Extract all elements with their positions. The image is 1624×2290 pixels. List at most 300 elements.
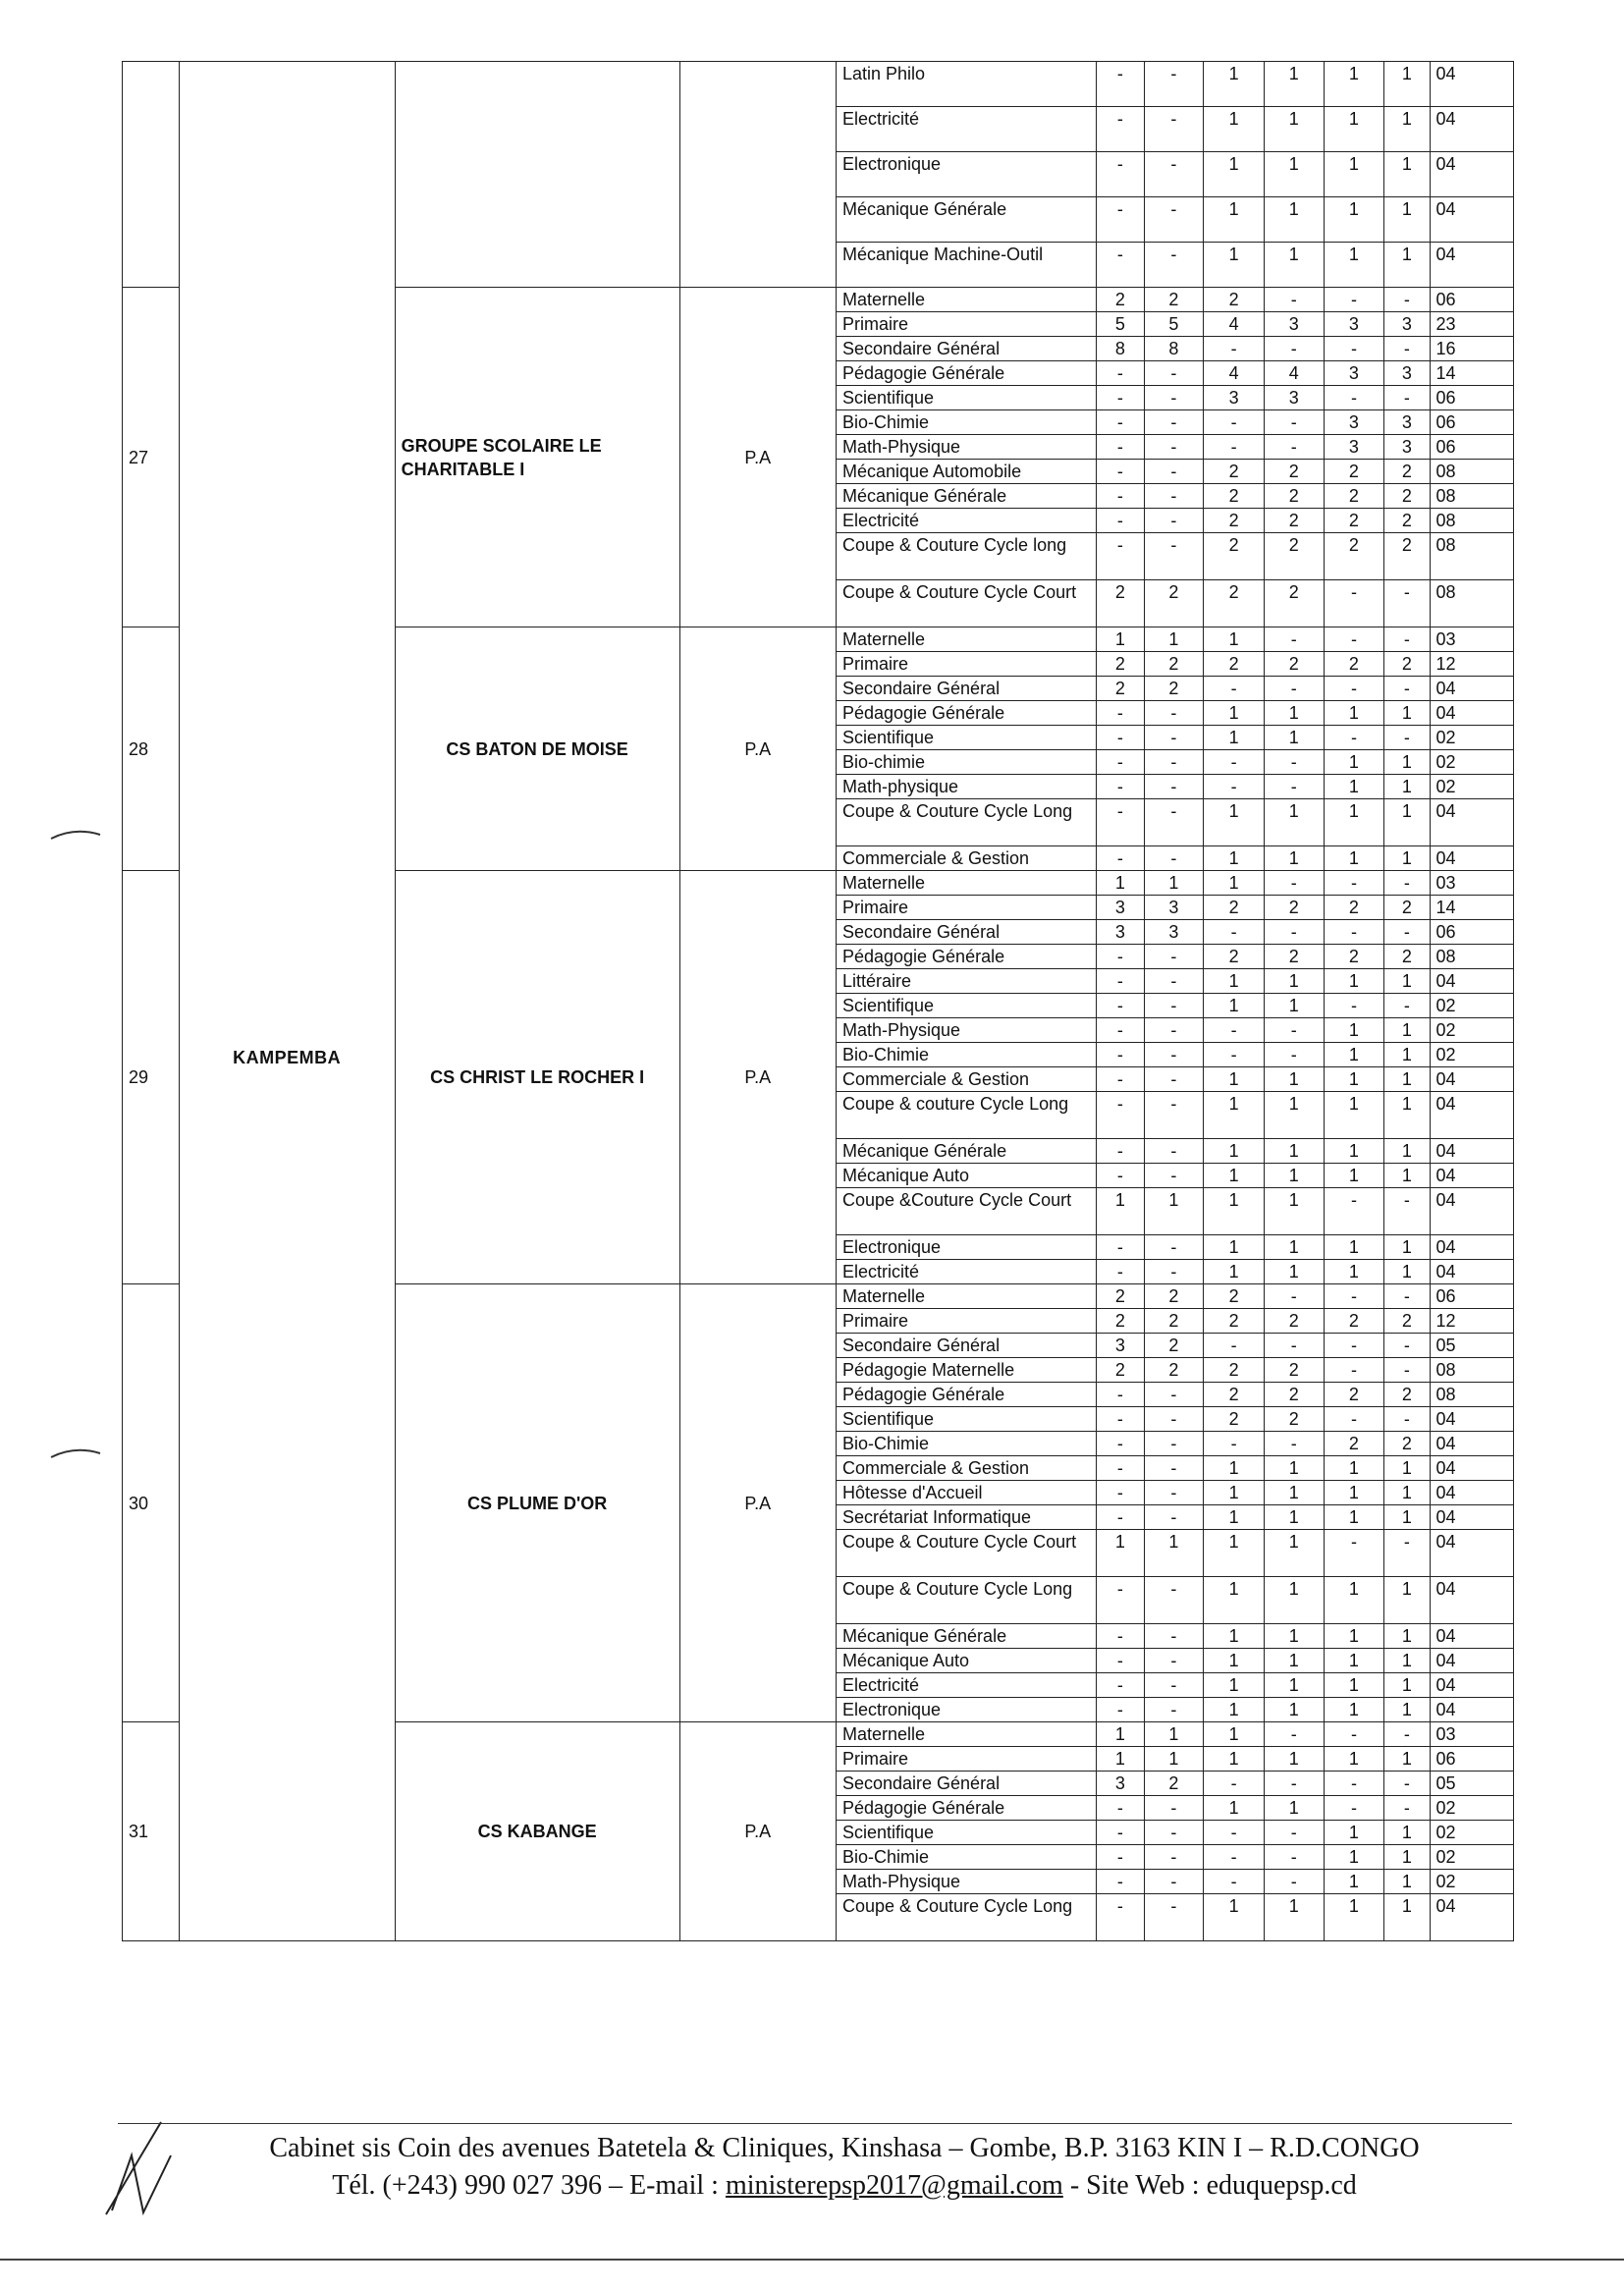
class-count-cell: -	[1384, 871, 1430, 896]
section-name: Math-Physique	[836, 1870, 1096, 1894]
total-cell: 08	[1430, 484, 1513, 509]
class-count-cell: 1	[1384, 1649, 1430, 1673]
class-count-cell: 1	[1384, 1505, 1430, 1530]
section-name: Commerciale & Gestion	[836, 1456, 1096, 1481]
total-cell: 04	[1430, 701, 1513, 726]
class-count-cell: -	[1097, 969, 1144, 994]
class-count-cell: -	[1097, 1383, 1144, 1407]
class-count-cell: 3	[1097, 896, 1144, 920]
class-count-cell: 2	[1097, 1284, 1144, 1309]
class-count-cell: -	[1144, 1870, 1204, 1894]
class-count-cell: -	[1264, 1821, 1324, 1845]
class-count-cell: 2	[1384, 484, 1430, 509]
class-count-cell: 1	[1204, 1235, 1265, 1260]
class-count-cell: 1	[1204, 62, 1265, 107]
class-count-cell: -	[1097, 1505, 1144, 1530]
section-name: Mécanique Automobile	[836, 460, 1096, 484]
section-name: Mécanique Générale	[836, 484, 1096, 509]
class-count-cell: 1	[1264, 62, 1324, 107]
class-count-cell: -	[1144, 1018, 1204, 1043]
class-count-cell: -	[1097, 1796, 1144, 1821]
class-count-cell: 2	[1324, 460, 1384, 484]
class-count-cell: 1	[1204, 969, 1265, 994]
class-count-cell: -	[1204, 1043, 1265, 1067]
total-cell: 03	[1430, 627, 1513, 652]
class-count-cell: -	[1204, 1821, 1265, 1845]
school-status: P.A	[679, 288, 836, 627]
class-count-cell: -	[1144, 1845, 1204, 1870]
class-count-cell: 1	[1324, 1577, 1384, 1624]
section-name: Hôtesse d'Accueil	[836, 1481, 1096, 1505]
school-name: CS BATON DE MOISE	[395, 627, 679, 871]
section-name: Coupe & Couture Cycle Long	[836, 1577, 1096, 1624]
class-count-cell: -	[1264, 1870, 1324, 1894]
class-count-cell: -	[1097, 435, 1144, 460]
class-count-cell: -	[1264, 871, 1324, 896]
class-count-cell: 2	[1264, 1407, 1324, 1432]
class-count-cell: -	[1204, 775, 1265, 799]
class-count-cell: 1	[1204, 701, 1265, 726]
section-name: Pédagogie Générale	[836, 1796, 1096, 1821]
class-count-cell: -	[1097, 1092, 1144, 1139]
class-count-cell: -	[1097, 386, 1144, 410]
class-count-cell: 1	[1204, 1698, 1265, 1722]
total-cell: 04	[1430, 152, 1513, 197]
section-name: Bio-chimie	[836, 750, 1096, 775]
section-name: Pédagogie Générale	[836, 1383, 1096, 1407]
class-count-cell: -	[1097, 509, 1144, 533]
class-count-cell: 1	[1264, 1188, 1324, 1235]
class-count-cell: 1	[1264, 107, 1324, 152]
class-count-cell: 1	[1264, 1260, 1324, 1284]
total-cell: 08	[1430, 1383, 1513, 1407]
class-count-cell: -	[1144, 386, 1204, 410]
class-count-cell: 2	[1324, 945, 1384, 969]
section-name: Pédagogie Générale	[836, 701, 1096, 726]
class-count-cell: -	[1097, 1043, 1144, 1067]
class-count-cell: -	[1144, 945, 1204, 969]
class-count-cell: -	[1264, 435, 1324, 460]
class-count-cell: -	[1097, 1432, 1144, 1456]
class-count-cell: 1	[1384, 1139, 1430, 1164]
class-count-cell: -	[1144, 197, 1204, 243]
class-count-cell: 2	[1097, 677, 1144, 701]
class-count-cell: -	[1144, 152, 1204, 197]
total-cell: 02	[1430, 994, 1513, 1018]
total-cell: 04	[1430, 1260, 1513, 1284]
total-cell: 04	[1430, 1505, 1513, 1530]
class-count-cell: -	[1324, 920, 1384, 945]
class-count-cell: 2	[1384, 1309, 1430, 1334]
class-count-cell: -	[1097, 410, 1144, 435]
class-count-cell: 1	[1097, 871, 1144, 896]
class-count-cell: -	[1144, 435, 1204, 460]
class-count-cell: 1	[1097, 627, 1144, 652]
class-count-cell: 1	[1384, 1747, 1430, 1772]
section-name: Secondaire Général	[836, 920, 1096, 945]
class-count-cell: -	[1264, 750, 1324, 775]
section-name: Pédagogie Générale	[836, 361, 1096, 386]
class-count-cell: 2	[1384, 533, 1430, 580]
class-count-cell: -	[1324, 677, 1384, 701]
section-name: Pédagogie Générale	[836, 945, 1096, 969]
class-count-cell: -	[1264, 1432, 1324, 1456]
class-count-cell: -	[1324, 1722, 1384, 1747]
class-count-cell: 1	[1384, 1164, 1430, 1188]
class-count-cell: -	[1144, 701, 1204, 726]
class-count-cell: -	[1384, 1334, 1430, 1358]
total-cell: 02	[1430, 1018, 1513, 1043]
class-count-cell: -	[1144, 1649, 1204, 1673]
class-count-cell: 2	[1144, 288, 1204, 312]
footer-phone: Tél. (+243) 990 027 396 – E-mail :	[332, 2170, 726, 2201]
total-cell: 04	[1430, 107, 1513, 152]
class-count-cell: -	[1204, 1432, 1265, 1456]
class-count-cell: 2	[1384, 652, 1430, 677]
total-cell: 04	[1430, 1432, 1513, 1456]
margin-tick-mark	[49, 825, 108, 845]
class-count-cell: 2	[1264, 460, 1324, 484]
class-count-cell: -	[1324, 994, 1384, 1018]
class-count-cell: 1	[1204, 1577, 1265, 1624]
class-count-cell: -	[1097, 1164, 1144, 1188]
class-count-cell: 2	[1264, 1358, 1324, 1383]
class-count-cell: 3	[1384, 312, 1430, 337]
class-count-cell: 1	[1264, 726, 1324, 750]
class-count-cell: -	[1097, 243, 1144, 288]
school-status: P.A	[679, 1284, 836, 1722]
class-count-cell: -	[1384, 1358, 1430, 1383]
class-count-cell: 4	[1204, 361, 1265, 386]
class-count-cell: 1	[1324, 1845, 1384, 1870]
class-count-cell: -	[1097, 1821, 1144, 1845]
schools-table	[122, 61, 1514, 1941]
class-count-cell: 2	[1384, 896, 1430, 920]
total-cell: 04	[1430, 846, 1513, 871]
class-count-cell: 1	[1264, 799, 1324, 846]
class-count-cell: -	[1144, 460, 1204, 484]
class-count-cell: 1	[1324, 1018, 1384, 1043]
class-count-cell: -	[1097, 484, 1144, 509]
class-count-cell: 1	[1324, 152, 1384, 197]
total-cell: 04	[1430, 1649, 1513, 1673]
class-count-cell: 1	[1204, 726, 1265, 750]
section-name: Maternelle	[836, 627, 1096, 652]
class-count-cell: 3	[1097, 1334, 1144, 1358]
class-count-cell: 2	[1384, 945, 1430, 969]
total-cell: 02	[1430, 1870, 1513, 1894]
class-count-cell: 1	[1384, 152, 1430, 197]
bottom-rule	[0, 2259, 1624, 2261]
class-count-cell: -	[1384, 580, 1430, 627]
class-count-cell: -	[1384, 994, 1430, 1018]
school-number: 29	[123, 871, 180, 1284]
total-cell: 04	[1430, 969, 1513, 994]
section-name: Primaire	[836, 312, 1096, 337]
class-count-cell: -	[1324, 871, 1384, 896]
class-count-cell: -	[1144, 1456, 1204, 1481]
class-count-cell: 1	[1324, 1260, 1384, 1284]
total-cell: 06	[1430, 288, 1513, 312]
class-count-cell: 1	[1324, 1747, 1384, 1772]
total-cell: 12	[1430, 652, 1513, 677]
class-count-cell: 2	[1097, 288, 1144, 312]
class-count-cell: -	[1144, 1067, 1204, 1092]
class-count-cell: 1	[1204, 1624, 1265, 1649]
class-count-cell: -	[1144, 799, 1204, 846]
class-count-cell: 1	[1324, 799, 1384, 846]
class-count-cell: 3	[1324, 361, 1384, 386]
class-count-cell: -	[1097, 1894, 1144, 1941]
class-count-cell: 1	[1264, 1698, 1324, 1722]
class-count-cell: 1	[1384, 1821, 1430, 1845]
section-name: Secrétariat Informatique	[836, 1505, 1096, 1530]
school-name: CS CHRIST LE ROCHER I	[395, 871, 679, 1284]
class-count-cell: 1	[1204, 1894, 1265, 1941]
total-cell: 04	[1430, 1481, 1513, 1505]
class-count-cell: 2	[1324, 1432, 1384, 1456]
total-cell: 04	[1430, 197, 1513, 243]
class-count-cell: 2	[1097, 580, 1144, 627]
total-cell: 06	[1430, 410, 1513, 435]
class-count-cell: -	[1144, 994, 1204, 1018]
class-count-cell: 1	[1204, 799, 1265, 846]
class-count-cell: 1	[1324, 846, 1384, 871]
class-count-cell: -	[1264, 410, 1324, 435]
class-count-cell: 1	[1204, 243, 1265, 288]
total-cell: 08	[1430, 580, 1513, 627]
class-count-cell: -	[1204, 1772, 1265, 1796]
section-name: Coupe & couture Cycle Long	[836, 1092, 1096, 1139]
school-number: 31	[123, 1722, 180, 1941]
class-count-cell: 1	[1384, 775, 1430, 799]
total-cell: 04	[1430, 1407, 1513, 1432]
total-cell: 04	[1430, 1067, 1513, 1092]
class-count-cell: 2	[1324, 896, 1384, 920]
section-name: Math-physique	[836, 775, 1096, 799]
class-count-cell: -	[1144, 243, 1204, 288]
class-count-cell: -	[1324, 627, 1384, 652]
class-count-cell: -	[1097, 460, 1144, 484]
class-count-cell: -	[1384, 1284, 1430, 1309]
class-count-cell: 1	[1264, 1577, 1324, 1624]
total-cell: 02	[1430, 1845, 1513, 1870]
class-count-cell: -	[1097, 1698, 1144, 1722]
class-count-cell: 1	[1264, 1481, 1324, 1505]
class-count-cell: 1	[1384, 243, 1430, 288]
class-count-cell: 1	[1384, 62, 1430, 107]
class-count-cell: -	[1384, 288, 1430, 312]
class-count-cell: -	[1384, 1530, 1430, 1577]
class-count-cell: 1	[1264, 846, 1324, 871]
class-count-cell: -	[1204, 750, 1265, 775]
class-count-cell: 1	[1204, 1649, 1265, 1673]
total-cell: 16	[1430, 337, 1513, 361]
class-count-cell: 1	[1264, 243, 1324, 288]
section-name: Electronique	[836, 152, 1096, 197]
class-count-cell: 1	[1204, 1796, 1265, 1821]
total-cell: 08	[1430, 1358, 1513, 1383]
class-count-cell: -	[1384, 920, 1430, 945]
class-count-cell: 1	[1384, 750, 1430, 775]
class-count-cell: 1	[1264, 1796, 1324, 1821]
class-count-cell: -	[1144, 1407, 1204, 1432]
class-count-cell: -	[1097, 1260, 1144, 1284]
class-count-cell: 1	[1144, 1747, 1204, 1772]
total-cell: 02	[1430, 775, 1513, 799]
class-count-cell: 2	[1144, 652, 1204, 677]
class-count-cell: 1	[1324, 1043, 1384, 1067]
class-count-cell: -	[1144, 846, 1204, 871]
class-count-cell: 1	[1324, 1505, 1384, 1530]
section-name: Mécanique Générale	[836, 1139, 1096, 1164]
class-count-cell: -	[1097, 1067, 1144, 1092]
total-cell: 03	[1430, 1722, 1513, 1747]
class-count-cell: 1	[1204, 1722, 1265, 1747]
class-count-cell: -	[1324, 1358, 1384, 1383]
class-count-cell: -	[1097, 1481, 1144, 1505]
class-count-cell: -	[1264, 775, 1324, 799]
section-name: Mécanique Auto	[836, 1164, 1096, 1188]
class-count-cell: 1	[1384, 1260, 1430, 1284]
class-count-cell: -	[1264, 920, 1324, 945]
section-name: Coupe & Couture Cycle Long	[836, 799, 1096, 846]
class-count-cell: 1	[1204, 107, 1265, 152]
class-count-cell: -	[1324, 1772, 1384, 1796]
class-count-cell: -	[1384, 386, 1430, 410]
class-count-cell: -	[1144, 509, 1204, 533]
total-cell: 04	[1430, 1139, 1513, 1164]
total-cell: 04	[1430, 1698, 1513, 1722]
class-count-cell: 1	[1264, 1235, 1324, 1260]
class-count-cell: 1	[1204, 1747, 1265, 1772]
class-count-cell: 2	[1097, 652, 1144, 677]
class-count-cell: -	[1264, 337, 1324, 361]
class-count-cell: 1	[1204, 1673, 1265, 1698]
class-count-cell: -	[1144, 1796, 1204, 1821]
school-name: CS KABANGE	[395, 1722, 679, 1941]
class-count-cell: -	[1097, 1407, 1144, 1432]
class-count-cell: 2	[1204, 1383, 1265, 1407]
class-count-cell: 1	[1324, 1698, 1384, 1722]
class-count-cell: 3	[1384, 435, 1430, 460]
class-count-cell: 4	[1264, 361, 1324, 386]
class-count-cell: 1	[1384, 197, 1430, 243]
class-count-cell: -	[1144, 533, 1204, 580]
total-cell: 04	[1430, 243, 1513, 288]
class-count-cell: 1	[1384, 1624, 1430, 1649]
section-name: Mécanique Générale	[836, 1624, 1096, 1649]
class-count-cell: -	[1097, 994, 1144, 1018]
class-count-cell: 1	[1384, 1870, 1430, 1894]
class-count-cell: 1	[1384, 1067, 1430, 1092]
class-count-cell: 2	[1264, 533, 1324, 580]
class-count-cell: 2	[1204, 1407, 1265, 1432]
section-name: Mécanique Générale	[836, 197, 1096, 243]
class-count-cell: 2	[1204, 945, 1265, 969]
class-count-cell: 1	[1264, 197, 1324, 243]
class-count-cell: 2	[1384, 509, 1430, 533]
class-count-cell: 2	[1204, 1284, 1265, 1309]
class-count-cell: -	[1384, 1772, 1430, 1796]
class-count-cell: -	[1264, 627, 1324, 652]
class-count-cell: 1	[1204, 152, 1265, 197]
class-count-cell: 1	[1324, 1456, 1384, 1481]
class-count-cell: 1	[1324, 775, 1384, 799]
footer-email-link[interactable]: ministerepsp2017@gmail.com	[725, 2170, 1063, 2201]
class-count-cell: 1	[1384, 1092, 1430, 1139]
class-count-cell: 1	[1264, 1092, 1324, 1139]
class-count-cell: 1	[1384, 1698, 1430, 1722]
section-name: Scientifique	[836, 386, 1096, 410]
class-count-cell: 2	[1264, 484, 1324, 509]
class-count-cell: 1	[1144, 1530, 1204, 1577]
class-count-cell: -	[1097, 533, 1144, 580]
class-count-cell: 1	[1264, 1894, 1324, 1941]
class-count-cell: -	[1097, 775, 1144, 799]
total-cell: 04	[1430, 1235, 1513, 1260]
class-count-cell: -	[1384, 627, 1430, 652]
class-count-cell: -	[1097, 107, 1144, 152]
class-count-cell: 2	[1204, 580, 1265, 627]
class-count-cell: 1	[1324, 243, 1384, 288]
class-count-cell: 1	[1324, 701, 1384, 726]
total-cell: 04	[1430, 1530, 1513, 1577]
class-count-cell: 2	[1264, 1309, 1324, 1334]
class-count-cell: -	[1264, 1284, 1324, 1309]
total-cell: 04	[1430, 799, 1513, 846]
class-count-cell: 1	[1324, 1235, 1384, 1260]
section-name: Pédagogie Maternelle	[836, 1358, 1096, 1383]
class-count-cell: 1	[1324, 1139, 1384, 1164]
class-count-cell: 1	[1324, 1821, 1384, 1845]
section-name: Secondaire Général	[836, 1772, 1096, 1796]
class-count-cell: 2	[1324, 533, 1384, 580]
section-name: Coupe & Couture Cycle Long	[836, 1894, 1096, 1941]
class-count-cell: -	[1144, 1432, 1204, 1456]
class-count-cell: -	[1097, 846, 1144, 871]
total-cell: 02	[1430, 1043, 1513, 1067]
school-name: GROUPE SCOLAIRE LE CHARITABLE I	[395, 288, 679, 627]
class-count-cell: 1	[1264, 1067, 1324, 1092]
section-name: Electronique	[836, 1698, 1096, 1722]
class-count-cell: 1	[1324, 1164, 1384, 1188]
class-count-cell: 1	[1204, 1164, 1265, 1188]
class-count-cell: -	[1097, 1018, 1144, 1043]
section-name: Bio-Chimie	[836, 1845, 1096, 1870]
section-name: Mécanique Auto	[836, 1649, 1096, 1673]
school-number	[123, 62, 180, 288]
section-name: Scientifique	[836, 1821, 1096, 1845]
total-cell: 14	[1430, 896, 1513, 920]
class-count-cell: 3	[1324, 312, 1384, 337]
section-name: Primaire	[836, 1309, 1096, 1334]
class-count-cell: -	[1097, 1456, 1144, 1481]
class-count-cell: 3	[1097, 1772, 1144, 1796]
class-count-cell: 1	[1384, 1018, 1430, 1043]
class-count-cell: -	[1144, 1505, 1204, 1530]
class-count-cell: -	[1204, 337, 1265, 361]
class-count-cell: 1	[1384, 1845, 1430, 1870]
total-cell: 12	[1430, 1309, 1513, 1334]
class-count-cell: -	[1264, 1334, 1324, 1358]
section-name: Coupe & Couture Cycle Court	[836, 580, 1096, 627]
class-count-cell: 1	[1324, 62, 1384, 107]
class-count-cell: -	[1384, 726, 1430, 750]
class-count-cell: -	[1144, 410, 1204, 435]
class-count-cell: -	[1264, 1722, 1324, 1747]
total-cell: 06	[1430, 386, 1513, 410]
